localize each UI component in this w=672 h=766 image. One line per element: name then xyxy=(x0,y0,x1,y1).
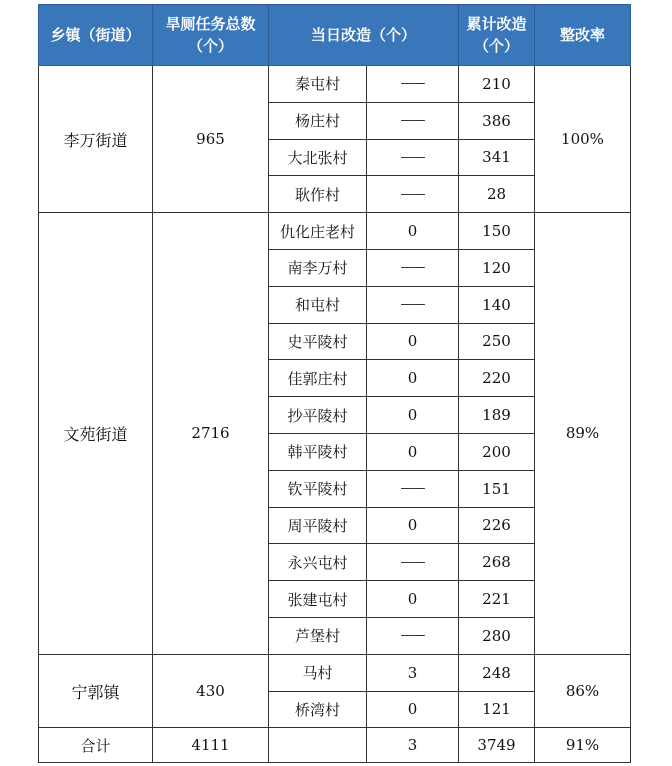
town-total-cell: 430 xyxy=(153,654,269,728)
cumulative-count-cell: 341 xyxy=(459,139,535,176)
daily-count-cell: —— xyxy=(367,139,459,176)
total-row xyxy=(39,728,631,763)
daily-count-cell: —— xyxy=(367,544,459,581)
table-body xyxy=(39,66,631,763)
header-daily: 当日改造（个） xyxy=(269,5,459,66)
table-row xyxy=(39,66,631,103)
total-tasks-cell: 4111 xyxy=(153,728,269,763)
cumulative-count-cell: 150 xyxy=(459,213,535,250)
daily-count-cell: 0 xyxy=(367,323,459,360)
cumulative-count-cell: 250 xyxy=(459,323,535,360)
daily-count-cell: 3 xyxy=(367,654,459,691)
village-name-cell: 桥湾村 xyxy=(269,691,367,728)
daily-count-cell: —— xyxy=(367,102,459,139)
total-daily-cell: 3 xyxy=(367,728,459,763)
town-name-cell: 宁郭镇 xyxy=(39,654,153,728)
header-cumulative-line2: （个） xyxy=(473,37,519,55)
village-name-cell: 史平陵村 xyxy=(269,323,367,360)
header-town: 乡镇（街道） xyxy=(39,5,153,66)
village-name-cell: 永兴屯村 xyxy=(269,544,367,581)
header-cumulative xyxy=(459,5,535,66)
village-name-cell: 和屯村 xyxy=(269,286,367,323)
daily-count-cell: 0 xyxy=(367,507,459,544)
daily-count-cell: —— xyxy=(367,66,459,103)
total-rate-cell: 91% xyxy=(535,728,631,763)
header-rate: 整改率 xyxy=(535,5,631,66)
header-total-tasks-line1: 旱厕任务总数 xyxy=(165,15,256,33)
village-name-cell: 张建屯村 xyxy=(269,581,367,618)
total-cumulative-cell: 3749 xyxy=(459,728,535,763)
cumulative-count-cell: 140 xyxy=(459,286,535,323)
rate-cell: 86% xyxy=(535,654,631,728)
village-name-cell: 杨庄村 xyxy=(269,102,367,139)
rate-cell: 100% xyxy=(535,66,631,213)
total-label-cell: 合计 xyxy=(39,728,153,763)
town-total-cell: 965 xyxy=(153,66,269,213)
total-village-cell xyxy=(269,728,367,763)
daily-count-cell: 0 xyxy=(367,397,459,434)
daily-count-cell: 0 xyxy=(367,691,459,728)
daily-count-cell: 0 xyxy=(367,581,459,618)
village-name-cell: 大北张村 xyxy=(269,139,367,176)
renovation-table xyxy=(38,4,631,763)
rate-cell: 89% xyxy=(535,213,631,655)
header-total-tasks xyxy=(153,5,269,66)
daily-count-cell: —— xyxy=(367,176,459,213)
cumulative-count-cell: 386 xyxy=(459,102,535,139)
daily-count-cell: —— xyxy=(367,249,459,286)
daily-count-cell: 0 xyxy=(367,433,459,470)
cumulative-count-cell: 121 xyxy=(459,691,535,728)
cumulative-count-cell: 248 xyxy=(459,654,535,691)
table-row xyxy=(39,213,631,250)
cumulative-count-cell: 226 xyxy=(459,507,535,544)
village-name-cell: 钦平陵村 xyxy=(269,470,367,507)
cumulative-count-cell: 28 xyxy=(459,176,535,213)
town-name-cell: 李万街道 xyxy=(39,66,153,213)
village-name-cell: 抄平陵村 xyxy=(269,397,367,434)
village-name-cell: 佳郭庄村 xyxy=(269,360,367,397)
header-cumulative-line1: 累计改造 xyxy=(466,15,527,33)
town-total-cell: 2716 xyxy=(153,213,269,655)
cumulative-count-cell: 268 xyxy=(459,544,535,581)
cumulative-count-cell: 120 xyxy=(459,249,535,286)
village-name-cell: 周平陵村 xyxy=(269,507,367,544)
cumulative-count-cell: 220 xyxy=(459,360,535,397)
cumulative-count-cell: 210 xyxy=(459,66,535,103)
daily-count-cell: —— xyxy=(367,617,459,654)
cumulative-count-cell: 221 xyxy=(459,581,535,618)
daily-count-cell: 0 xyxy=(367,360,459,397)
cumulative-count-cell: 280 xyxy=(459,617,535,654)
table-header xyxy=(39,5,631,66)
header-total-tasks-line2: （个） xyxy=(187,37,233,55)
daily-count-cell: —— xyxy=(367,286,459,323)
town-name-cell: 文苑街道 xyxy=(39,213,153,655)
village-name-cell: 南李万村 xyxy=(269,249,367,286)
cumulative-count-cell: 200 xyxy=(459,433,535,470)
village-name-cell: 耿作村 xyxy=(269,176,367,213)
table-container xyxy=(38,4,631,763)
village-name-cell: 韩平陵村 xyxy=(269,433,367,470)
header-row xyxy=(39,5,631,66)
daily-count-cell: —— xyxy=(367,470,459,507)
cumulative-count-cell: 189 xyxy=(459,397,535,434)
table-row xyxy=(39,654,631,691)
village-name-cell: 芦堡村 xyxy=(269,617,367,654)
daily-count-cell: 0 xyxy=(367,213,459,250)
cumulative-count-cell: 151 xyxy=(459,470,535,507)
village-name-cell: 秦屯村 xyxy=(269,66,367,103)
village-name-cell: 仇化庄老村 xyxy=(269,213,367,250)
village-name-cell: 马村 xyxy=(269,654,367,691)
